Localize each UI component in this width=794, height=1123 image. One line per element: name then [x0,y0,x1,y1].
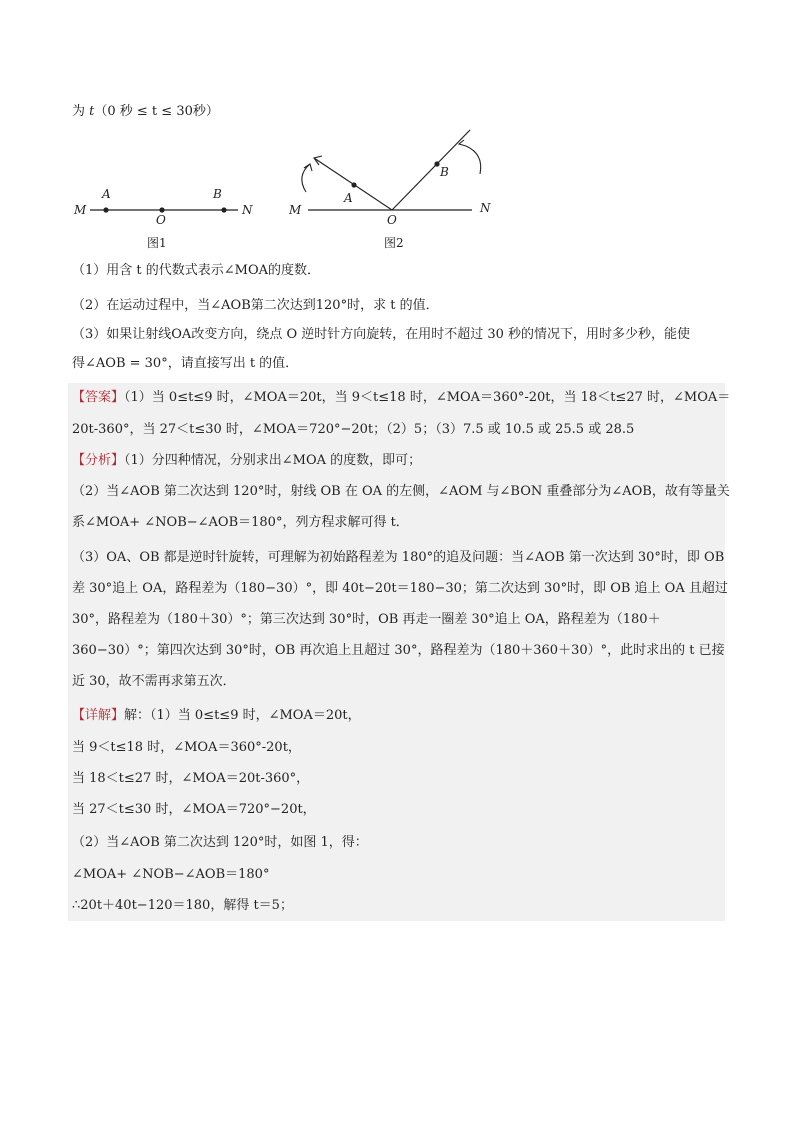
question-2: （2）在运动过程中，当∠AOB第二次达到120°时，求 t 的值． [72,298,439,313]
analysis-line-6: 30°，路程差为（180＋30）°；第三次达到 30°时，OB 再走一圈差 30°追上 OA，路程差为（180＋ [72,612,661,627]
analysis-line-5: 差 30°追上 OA，路程差为（180−30）°，即 40t−20t＝180−30；第二次达到 30°时，即 OB 追上 OA 且超过 [72,581,728,596]
detail-line-1 [72,707,361,725]
figure-2-caption: 图2 [384,236,404,250]
ray-ob [392,130,470,210]
analysis-line-7: 360−30）°；第四次达到 30°时，OB 再次追上且超过 30°，路程差为（180＋360＋30）°，此时求出的 t 已接 [72,643,725,658]
rotation-arc-a [302,164,310,192]
detail-line-6: ∠MOA+ ∠NOB−∠AOB＝180° [72,867,270,882]
detail-line-7: ∴20t＋40t−120＝180，解得 t＝5； [72,898,293,913]
answer-line-2: 20t-360°，当 27＜t≤30 时，∠MOA＝720°−20t；（2）5；（3）7.5 或 10.5 或 25.5 或 28.5 [72,422,635,437]
figure-1-caption: 图1 [147,236,167,250]
label-n: N [480,201,491,215]
detail-line-2: 当 9＜t≤18 时，∠MOA＝360°-20t， [72,740,301,755]
question-1: （1）用含 t 的代数式表示∠MOA的度数． [72,263,321,278]
figure-2 [284,122,504,234]
label-b: B [440,165,449,179]
point-a [351,182,356,187]
detail-line-4: 当 27＜t≤30 时，∠MOA＝720°−20t， [72,802,316,817]
label-n: N [242,203,253,217]
label-o: O [387,213,397,227]
detail-text-1: 解：（1）当 0≤t≤9 时，∠MOA＝20t， [124,708,361,723]
label-b: B [213,187,222,201]
answer-line-1 [72,389,730,407]
question-3-line-2: 得∠AOB = 30°，请直接写出 t 的值． [72,356,299,371]
detail-tag: 【详解】 [72,708,125,723]
analysis-tag: 【分析】 [72,453,125,468]
intro-line [72,103,219,121]
label-m: M [289,203,302,217]
intro-prefix: 为 [72,104,90,119]
question-3-line-1: （3）如果让射线OA改变方向，绕点 O 逆时针方向旋转，在用时不超过 30 秒的情况下，用时多少秒，能使 [72,327,691,342]
detail-line-3: 当 18＜t≤27 时，∠MOA＝20t-360°， [72,771,310,786]
intro-variable: t [89,104,95,119]
label-o: O [156,213,166,227]
analysis-line-2: （2）当∠AOB 第二次达到 120°时，射线 OB 在 OA 的左侧，∠AOM 与∠BON 重叠部分为∠AOB，故有等量关 [72,484,730,499]
point-o [159,207,164,212]
detail-line-5: （2）当∠AOB 第二次达到 120°时，如图 1，得： [72,835,368,850]
rotation-arc-b [466,146,481,174]
answer-text-1: （1）当 0≤t≤9 时，∠MOA＝20t，当 9＜t≤18 时，∠MOA＝360°-20t，当 18＜t≤27 时，∠MOA＝ [124,390,731,405]
point-b [221,207,226,212]
label-m: M [74,203,87,217]
point-a [103,207,108,212]
analysis-line-1 [72,452,421,470]
analysis-line-3: 系∠MOA+ ∠NOB−∠AOB＝180°，列方程求解可得 t． [72,515,409,530]
label-a: A [344,191,353,205]
figure-1 [68,180,268,230]
intro-range: （0 秒 ≤ t ≤ 30秒） [94,104,219,119]
analysis-line-4: （3）OA、OB 都是逆时针旋转，可理解为初始路程差为 180°的追及问题：当∠AOB 第一次达到 30°时，即 OB [72,550,725,565]
label-a: A [102,187,111,201]
point-b [434,161,439,166]
analysis-line-8: 近 30，故不需再求第五次． [72,674,236,689]
answer-tag: 【答案】 [72,390,125,405]
analysis-text-1: （1）分四种情况，分别求出∠MOA 的度数，即可； [124,453,422,468]
